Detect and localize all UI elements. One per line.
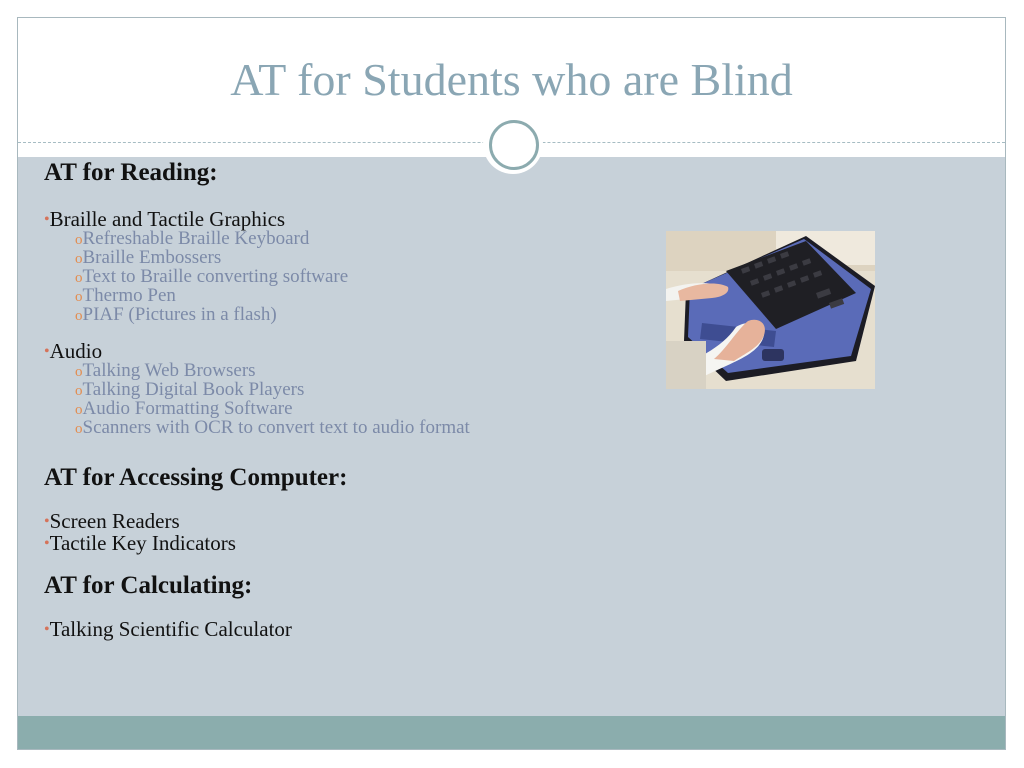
bullet-dot-icon: • [44, 535, 50, 552]
sub-bullet-ring-icon: o [75, 232, 83, 248]
device-buttons [762, 349, 784, 361]
sub-bullet-label: Scanners with OCR to convert text to audio format [82, 417, 470, 438]
bullet-label: Talking Scientific Calculator [49, 617, 292, 641]
slide-title: AT for Students who are Blind [230, 54, 793, 105]
sub-bullet [75, 418, 470, 439]
sub-bullet-label: Text to Braille converting software [82, 266, 349, 287]
bullet-label: Braille and Tactile Graphics [49, 207, 286, 231]
heading-calculating: AT for Calculating: [44, 572, 253, 599]
sub-bullet-ring-icon: o [75, 421, 83, 437]
sub-bullet-label: Thermo Pen [82, 285, 176, 306]
sub-bullet-label: Talking Digital Book Players [82, 379, 305, 400]
sub-bullet [75, 305, 277, 326]
sub-bullet-ring-icon: o [75, 383, 83, 399]
sub-bullet-label: Braille Embossers [82, 247, 222, 268]
braille-keyboard-photo [666, 231, 875, 389]
sub-bullet-label: PIAF (Pictures in a flash) [82, 304, 277, 325]
sub-bullet-label: Audio Formatting Software [82, 398, 293, 419]
bullet-label: Tactile Key Indicators [49, 531, 236, 555]
bullet-talking-calculator [44, 618, 292, 643]
sub-bullet-ring-icon: o [75, 289, 83, 305]
bullet-tactile-key-indicators [44, 532, 236, 557]
heading-accessing-computer: AT for Accessing Computer: [44, 464, 348, 491]
heading-reading: AT for Reading: [44, 159, 218, 186]
desk-corner [666, 341, 706, 389]
bullet-dot-icon: • [44, 211, 50, 228]
bullet-dot-icon: • [44, 343, 50, 360]
sub-bullet-ring-icon: o [75, 364, 83, 380]
sub-bullet-label: Talking Web Browsers [82, 360, 256, 381]
sub-bullet-ring-icon: o [75, 402, 83, 418]
sub-bullet-ring-icon: o [75, 270, 83, 286]
sub-bullet-label: Refreshable Braille Keyboard [82, 228, 310, 249]
sub-bullet-ring-icon: o [75, 308, 83, 324]
bullet-label: Audio [49, 339, 103, 363]
bullet-label: Screen Readers [49, 509, 180, 533]
bullet-dot-icon: • [44, 513, 50, 530]
bullet-dot-icon: • [44, 621, 50, 638]
sub-bullet-ring-icon: o [75, 251, 83, 267]
